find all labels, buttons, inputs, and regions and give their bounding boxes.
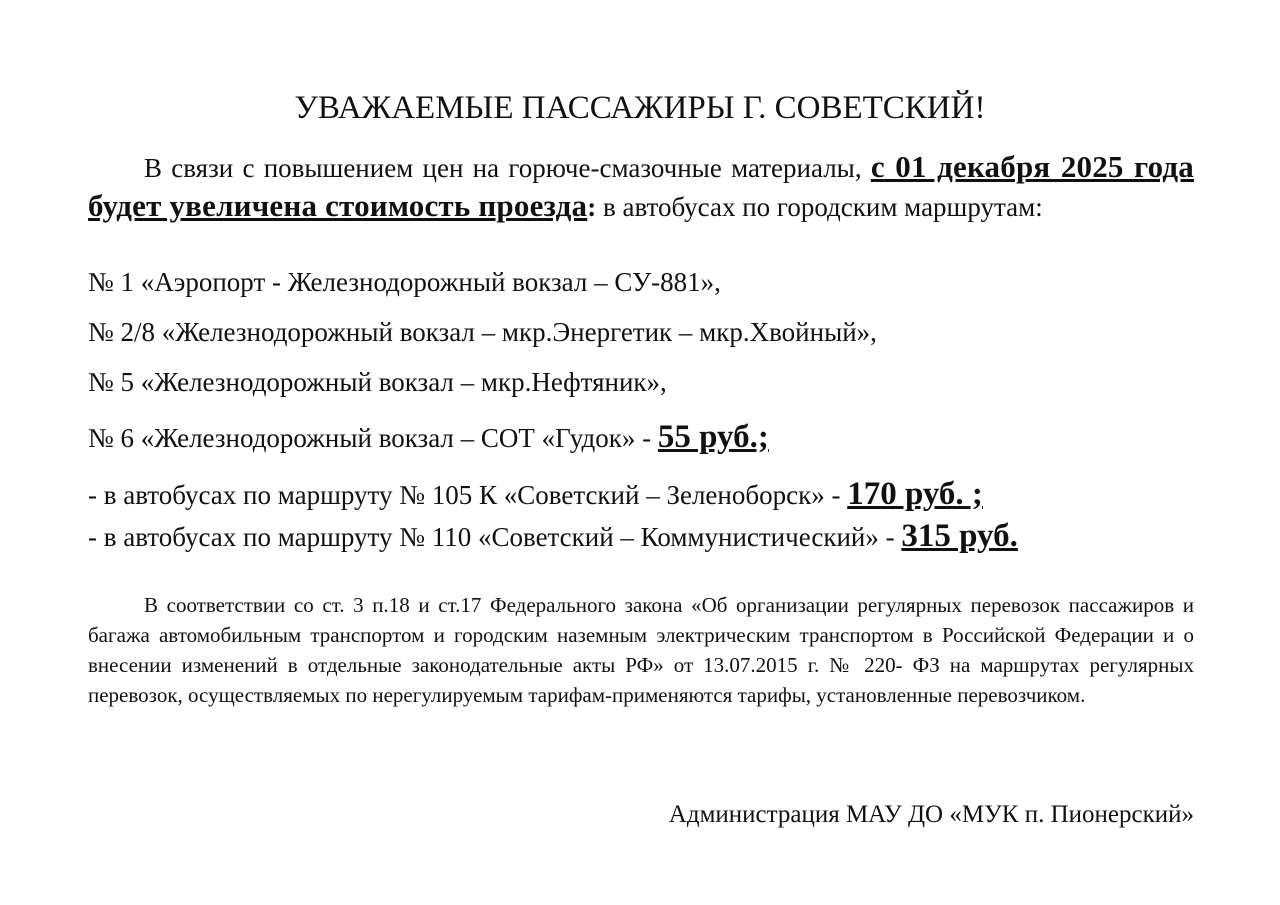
- signature: Администрация МАУ ДО «МУК п. Пионерский»: [668, 801, 1194, 828]
- route-text: № 5 «Железнодорожный вокзал – мкр.Нефтяник»,: [88, 367, 667, 397]
- law-paragraph: В соответствии со ст. 3 п.18 и ст.17 Федерального закона «Об организации регулярных перевозок пассажиров и багажа автомобильным транспортом и городским наземным электрическим транспортом в Российской Федерации и о внесении изменений в отдельные законодательные акты РФ» от 13.07.2015 г. № 220- ФЗ на маршрутах регулярных перевозок, осуществляемых по нерегулируемым тарифам-применяются тарифы, установленные перевозчиком.: [88, 593, 1194, 707]
- route-line-105k: [88, 477, 983, 512]
- route-text: № 2/8 «Железнодорожный вокзал – мкр.Энергетик – мкр.Хвойный»,: [88, 317, 877, 347]
- intro-text-before: В связи с повышением цен на горюче-смазочные материалы,: [144, 153, 871, 183]
- route-line-6: [88, 420, 769, 455]
- intro-text-after: в автобусах по городским маршрутам:: [596, 192, 1043, 222]
- intro-colon: :: [587, 192, 597, 222]
- notice-title: УВАЖАЕМЫЕ ПАССАЖИРЫ Г. СОВЕТСКИЙ!: [294, 90, 986, 126]
- route-line-2-8: [88, 315, 877, 349]
- route-text: - в автобусах по маршруту № 105 К «Советский – Зеленоборск» -: [88, 480, 848, 510]
- route-text: № 1 «Аэропорт - Железнодорожный вокзал – СУ-881»,: [88, 267, 721, 297]
- route-line-5: [88, 365, 667, 399]
- route-text: - в автобусах по маршруту № 110 «Советский – Коммунистический» -: [88, 522, 902, 552]
- city-price: 55 руб.;: [657, 419, 769, 455]
- route-110-price: 315 руб.: [901, 518, 1018, 554]
- route-line-1: [88, 265, 721, 299]
- route-line-110: [88, 519, 1018, 554]
- route-text: № 6 «Железнодорожный вокзал – СОТ «Гудок» -: [88, 423, 658, 453]
- price-increase-emphasis: с 01 декабря 2025 года будет увеличена стоимость проезда: [88, 149, 1194, 223]
- intro-paragraph: [88, 148, 1194, 226]
- route-105k-price: 170 руб. ;: [847, 476, 983, 512]
